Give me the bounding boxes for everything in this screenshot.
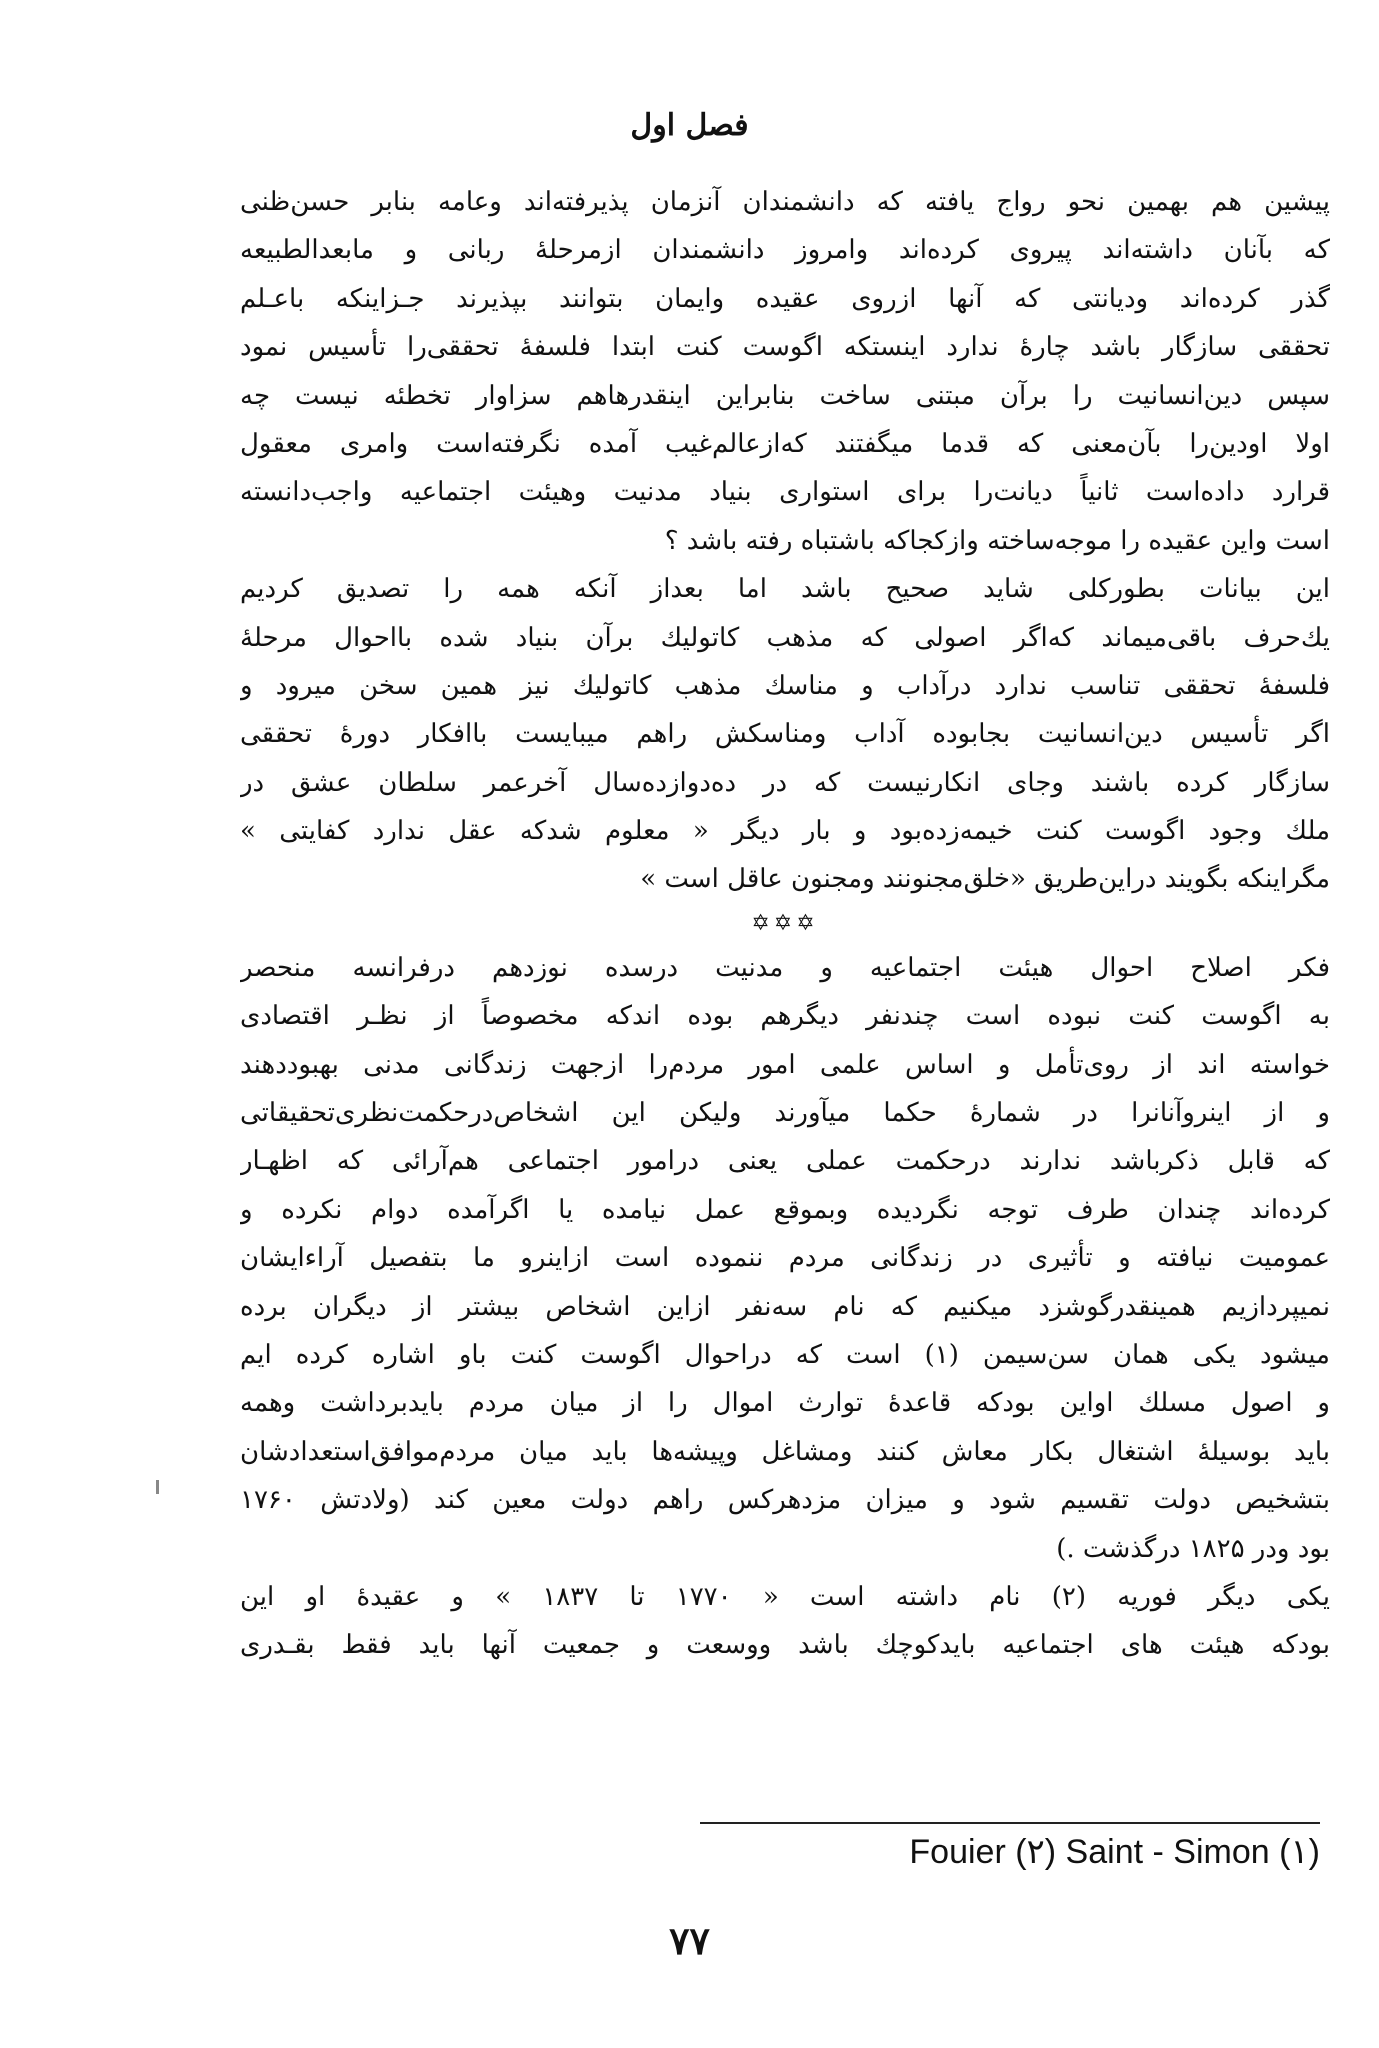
text-line: میشود یکی همان سن‌سیمن (۱) است که دراحوال اگوست کنت باو اشاره کرده ایم xyxy=(240,1339,1330,1370)
text-line: یك‌حرف باقی‌میماند که‌اگر اصولی که مذهب کاتولیك برآن بنیاد شده بااحوال مرحلهٔ xyxy=(240,622,1330,653)
text-line: یکی دیگر فوریه (۲) نام داشته است « ۱۷۷۰ تا ۱۸۳۷ » و عقیدهٔ او این xyxy=(240,1581,1330,1612)
text-line: که قابل ذکرباشد ندارند درحکمت عملی یعنی درامور اجتماعی هم‌آرائی که اظهـار xyxy=(240,1146,1330,1177)
text-line: تحققی سازگار باشد چارهٔ ندارد اینستکه اگوست کنت ابتدا فلسفهٔ تحققی‌را تأسیس نمود xyxy=(240,332,1330,363)
text-line: و از اینروآنانرا در شمارهٔ حکما میآورند ولیکن این اشخاص‌درحکمت‌نظری‌تحقیقاتی xyxy=(240,1098,1330,1129)
footnote-divider xyxy=(700,1822,1320,1824)
text-line: مگراینکه بگویند دراین‌طریق «خلق‌مجنونند ومجنون عاقل است » xyxy=(640,864,1330,895)
text-line: این بیانات بطورکلی شاید صحیح باشد اما بعداز آنکه همه را تصدیق کردیم xyxy=(240,574,1330,605)
text-line: باید بوسیلهٔ اشتغال بکار معاش کنند ومشاغل وپیشه‌ها باید میان مردم‌موافق‌استعدادشان xyxy=(240,1436,1330,1467)
text-line: فلسفهٔ تحققی تناسب ندارد درآداب و مناسك مذهب کاتولیك نیز همین سخن میرود و xyxy=(240,670,1330,701)
text-line: خواسته اند از روی‌تأمل و اساس علمی امور مردم‌را ازجهت زندگانی مدنی بهبوددهند xyxy=(240,1049,1330,1080)
text-line: است واین عقیده را موجه‌ساخته وازکجاکه باشتباه رفته باشد ؟ xyxy=(664,525,1330,556)
text-line: اولا اودین‌را بآن‌معنی که قدما میگفتند که‌ازعالم‌غیب آمده نگرفته‌است وامری معقول xyxy=(240,428,1330,459)
text-line: اگر تأسیس دین‌انسانیت بجابوده آداب ومناسکش راهم میبایست باافکار دورهٔ تحققی xyxy=(240,719,1330,750)
text-line: سپس دین‌انسانیت را برآن مبتنی ساخت بنابراین اینقدرهاهم سزاوار تخطئه نیست چه xyxy=(240,380,1330,411)
text-line: کرده‌اند چندان طرف توجه نگردیده وبموقع عمل نیامده یا اگرآمده دوام نکرده و xyxy=(240,1194,1330,1225)
text-line: که بآنان داشته‌اند پیروی کرده‌اند وامروز دانشمندان ازمرحلهٔ ربانی و مابعدالطبیعه xyxy=(240,235,1330,266)
text-line: و اصول مسلك اواین بودکه قاعدهٔ توارث اموال را از میان مردم بایدبرداشت وهمه xyxy=(240,1388,1330,1419)
section-divider-stars: ✡✡✡ xyxy=(751,910,819,936)
text-line: عمومیت نیافته و تأثیری در زندگانی مردم ننموده است ازاینرو ما بتفصیل آراءایشان xyxy=(240,1243,1330,1274)
text-line: ملك وجود اگوست کنت خیمه‌زده‌بود و بار دیگر « معلوم شدکه عقل ندارد کفایتی » xyxy=(240,816,1330,847)
footnote: Fouier (۲) Saint - Simon (۱) xyxy=(909,1833,1320,1871)
body-text xyxy=(240,178,1330,1670)
page-number: ۷۷ xyxy=(669,1918,710,1963)
text-line: فکر اصلاح احوال هیئت اجتماعیه و مدنیت درسده نوزدهم درفرانسه منحصر xyxy=(240,952,1330,983)
text-line: بتشخیص دولت تقسیم شود و میزان مزدهرکس راهم دولت معین کند (ولادتش ۱۷۶۰ xyxy=(240,1485,1330,1516)
text-line: بود ودر ۱۸۲۵ درگذشت .) xyxy=(1056,1533,1330,1564)
text-line: به اگوست کنت نبوده است چندنفر دیگرهم بوده اندکه مخصوصاً از نظـر اقتصادی xyxy=(240,1001,1330,1032)
scan-mark xyxy=(156,1480,159,1494)
text-line: قرارد داده‌است ثانیاً دیانت‌را برای استواری بنیاد مدنیت وهیئت اجتماعیه واجب‌دانسته xyxy=(240,477,1330,508)
text-line: نمیپردازیم همینقدرگوشزد میکنیم که نام سه‌نفر ازاین اشخاص بیشتر از دیگران برده xyxy=(240,1291,1330,1322)
text-line: سازگار کرده باشند وجای انکارنیست که در ده‌دوازده‌سال آخرعمر سلطان عشق در xyxy=(240,767,1330,798)
text-line: پیشین هم بهمین نحو رواج یافته که دانشمندان آنزمان پذیرفته‌اند وعامه بنابر حسن‌ظنی xyxy=(240,187,1330,217)
text-line: گذر کرده‌اند ودیانتی که آنها ازروی عقیده وایمان بتوانند بپذیرند جـزاینکه باعـلم xyxy=(240,283,1330,314)
chapter-heading: فصل اول xyxy=(630,108,749,143)
text-line: بودکه هیئت های اجتماعیه بایدکوچك باشد ووسعت و جمعیت آنها باید فقط بقـدری xyxy=(240,1630,1330,1661)
